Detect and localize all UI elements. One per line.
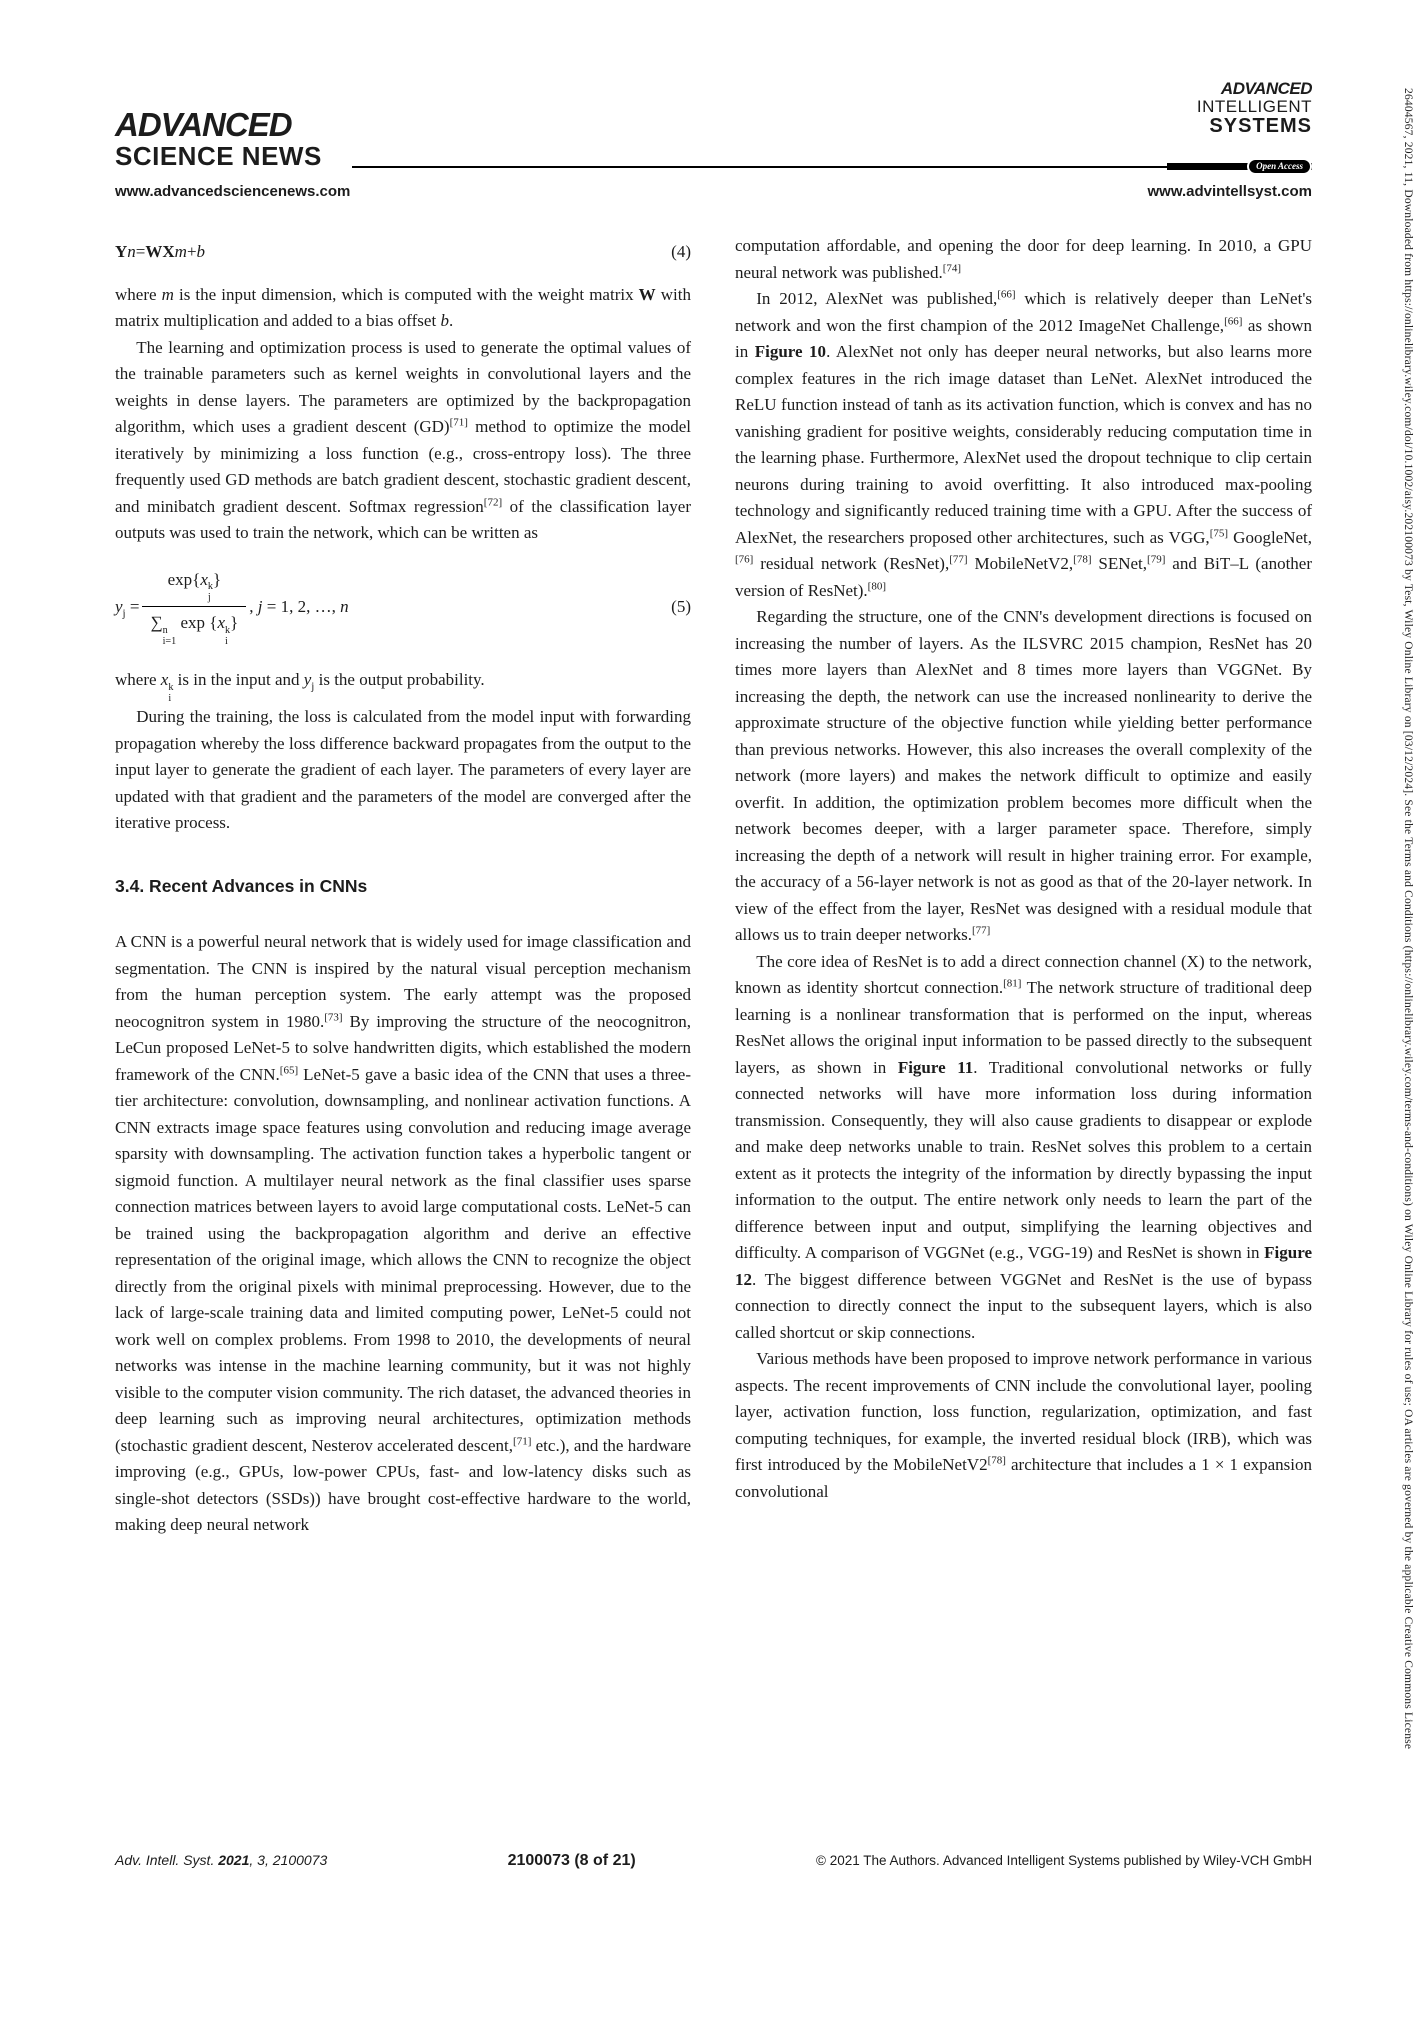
right-column	[735, 233, 1312, 1539]
advanced-science-news-logo	[115, 108, 322, 169]
paragraph-various-methods: Various methods have been proposed to improve network performance in various aspects. The recent improvements of CNN include the convolutional layer, pooling layer, activation function, loss function, regularization, optimization, and fast computing techniques, for example, the inverted residual block (IRB), which was first introduced by the MobileNetV2[78] architecture that includes a 1 × 1 expansion convolutional	[735, 1349, 1312, 1501]
paragraph-regarding-structure: Regarding the structure, one of the CNN's development directions is focused on increasing the number of layers. As the ILSVRC 2015 champion, ResNet has 20 times more layers than AlexNet and 8 times more layers than VGGNet. By increasing the depth, the network can use the increased nonlinearity to derive the approximate structure of the objective function while yielding better performance than previous networks. However, this also increases the overall complexity of the network (more layers) and makes the network difficult to optimize and easily overfit. In addition, the optimization problem becomes more difficult when the network becomes deeper, with a larger parameter space. Therefore, simply increasing the depth of a network will result in higher training error. For example, the accuracy of a 56-layer network is not as good as that of the 20-layer network. In view of the effect from the layer, ResNet was designed with a residual module that allows us to train deeper networks.[77]	[735, 607, 1312, 944]
advanced-intelligent-systems-logo	[1167, 80, 1312, 136]
paragraph-where-m: where m is the input dimension, which is computed with the weight matrix W with matrix multiplication and added to a bias offset b.	[115, 284, 691, 330]
equation-4-number: (4)	[671, 242, 691, 261]
equation-4-body: Y n = WX m + b	[115, 242, 206, 261]
equation-5-rhs: , j = 1, 2, …, n	[249, 596, 349, 616]
paragraph-alexnet: In 2012, AlexNet was published,[66] which is relatively deeper than LeNet's network and won the first champion of the 2012 ImageNet Challenge,[66] as shown in Figure 10. AlexNet not only has deeper neural networks, but also learns more complex features in the rich image dataset than LeNet. AlexNet introduced the ReLU function instead of tanh as its activation function, which is convex and has no vanishing gradient for positive weights, considerably reducing computation time in the learning phase. Furthermore, AlexNet used the dropout technique to clip certain neurons during training to avoid overfitting. It also introduced max-pooling technology and significantly reduced training time with a GPU. After the success of AlexNet, the researchers proposed other architectures, such as VGG,[75] GoogleNet,[76] residual network (ResNet),[77] MobileNetV2,[78] SENet,[79] and BiT–L (another version of ResNet).[80]	[735, 288, 1313, 600]
section-heading-3-4: 3.4. Recent Advances in CNNs	[115, 875, 368, 896]
equation-5-numerator: exp{x k j }	[167, 569, 222, 603]
left-column	[115, 233, 691, 1539]
paragraph-where-x: where x k i is in the input and $y_j$ is the output probability.	[115, 670, 485, 704]
paragraph-cnn-overview: A CNN is a powerful neural network that is widely used for image classification and segmentation. The CNN is inspired by the natural visual perception mechanism from the human perception system. The early attempt was the proposed neocognitron system in 1980.[73] By improving the structure of the neocognitron, LeCun proposed LeNet-5 to solve handwritten digits, which established the modern framework of the CNN.[65] LeNet-5 gave a basic idea of the CNN that uses a three-tier architecture: convolution, downsampling, and nonlinear activation functions. A CNN extracts image space features using convolution and reducing image average sparsity with downsampling. The activation function takes a hyperbolic tangent or sigmoid function. A multilayer neural network as the final classifier uses sparse connection matrices between layers to avoid large computational costs. LeNet-5 can be trained using the backpropagation algorithm and derive an effective representation of the original image, which allows the CNN to recognize the object directly from the original pixels with minimal preprocessing. However, due to the lack of large-scale training data and limited computing power, LeNet-5 could not work well on complex problems. From 1998 to 2010, the developments of neural networks was intense in the machine learning community, but it was not highly visible to the computer vision community. The rich dataset, the advanced theories in deep learning such as improving neural architectures, optimization methods (stochastic gradient descent, Nesterov accelerated descent,[71] etc.), and the hardware improving (e.g., GPUs, low-power CPUs, fast- and low-latency disks such as single-shot detectors (SSDs)) have brought cost-effective hardware to the world, making deep neural network	[115, 932, 691, 1535]
equation-5-lhs: $y_j$ =	[115, 596, 140, 620]
footer-citation: Adv. Intell. Syst. 2021, 3, 2100073	[115, 1852, 328, 1868]
page-footer	[115, 1852, 1312, 1870]
ais-logo-line1: ADVANCED	[1220, 79, 1312, 98]
paragraph-during-training: During the training, the loss is calculated from the model input with forwarding propagation whereby the loss difference backward propagates from the output to the input layer to generate the gradient of each layer. The parameters of every layer are updated with that gradient and the parameters of the model are converged after the iterative process.	[115, 707, 691, 833]
ais-url: www.advintellsyst.com	[1147, 183, 1312, 200]
ais-logo-line3: SYSTEMS	[1209, 115, 1312, 137]
equation-5-number: (5)	[671, 596, 691, 616]
equation-5-fraction	[142, 567, 246, 648]
equation-4	[115, 239, 691, 266]
article-body	[115, 233, 1312, 1539]
paragraph-resnet-core-idea: The core idea of ResNet is to add a direct connection channel (X) to the network, known as identity shortcut connection.[81] The network structure of traditional deep learning is a nonlinear transformation that is performed on the input, whereas ResNet allows the original input information to be passed directly to the subsequent layers, as shown in Figure 11. Traditional convolutional networks or fully connected networks will have more information loss during information transmission. Consequently, they will also cause gradients to disappear or explode and make deep networks unable to train. ResNet solves this problem to a certain extent as it protects the integrity of the information by directly bypassing the input information to the output. The entire network only needs to learn the part of the difference between input and output, simplifying the learning objectives and difficulty. A comparison of VGGNet (e.g., VGG-19) and ResNet is shown in Figure 12. The biggest difference between VGGNet and ResNet is the use of bypass connection to directly connect the input to the subsequent layers, which is also called shortcut or skip connections.	[735, 951, 1312, 1342]
footer-copyright: © 2021 The Authors. Advanced Intelligent Systems published by Wiley-VCH GmbH	[816, 1853, 1312, 1868]
ais-logo-line2: INTELLIGENT	[1196, 97, 1312, 116]
equation-5-body	[115, 567, 349, 648]
footer-page-info: 2100073 (8 of 21)	[507, 1852, 636, 1869]
paragraph-learning-optimization: The learning and optimization process is used to generate the optimal values of the trainable parameters such as kernel weights in convolutional layers and the weights in dense layers. The parameters are optimized by the backpropagation algorithm, which uses a gradient descent (GD)[71] method to optimize the model iteratively by minimizing a loss function (e.g., cross-entropy loss). The three frequently used GD methods are batch gradient descent, stochastic gradient descent, and minibatch gradient descent. Softmax regression[72] of the classification layer outputs was used to train the network, which can be written as	[115, 337, 691, 542]
open-access-badge: Open Access	[1247, 158, 1312, 175]
ais-logo-bar	[1167, 163, 1312, 170]
asn-logo-line2: SCIENCE NEWS	[115, 141, 322, 171]
asn-url: www.advancedsciencenews.com	[115, 183, 351, 200]
equation-5-denominator: ∑ n i=1 exp {x k i }	[142, 606, 246, 647]
asn-logo-line1: ADVANCED	[115, 106, 292, 143]
download-license-sidebar: 26404567, 2021, 11, Downloaded from https://onlinelibrary.wiley.com/doi/10.1002/aisy.202100073 by Test, Wiley Online Library on [03/12/2024]. See the Terms and Conditions (https://onlinelibrary.wiley.com/terms-and-conditions) on Wiley Online Library for rules of use; OA articles are governed by the applicable Creative Commons License	[1402, 88, 1414, 1750]
equation-5	[115, 567, 691, 648]
paragraph-computation-affordable: computation affordable, and opening the door for deep learning. In 2010, a GPU neural network was published.[74]	[735, 236, 1312, 282]
